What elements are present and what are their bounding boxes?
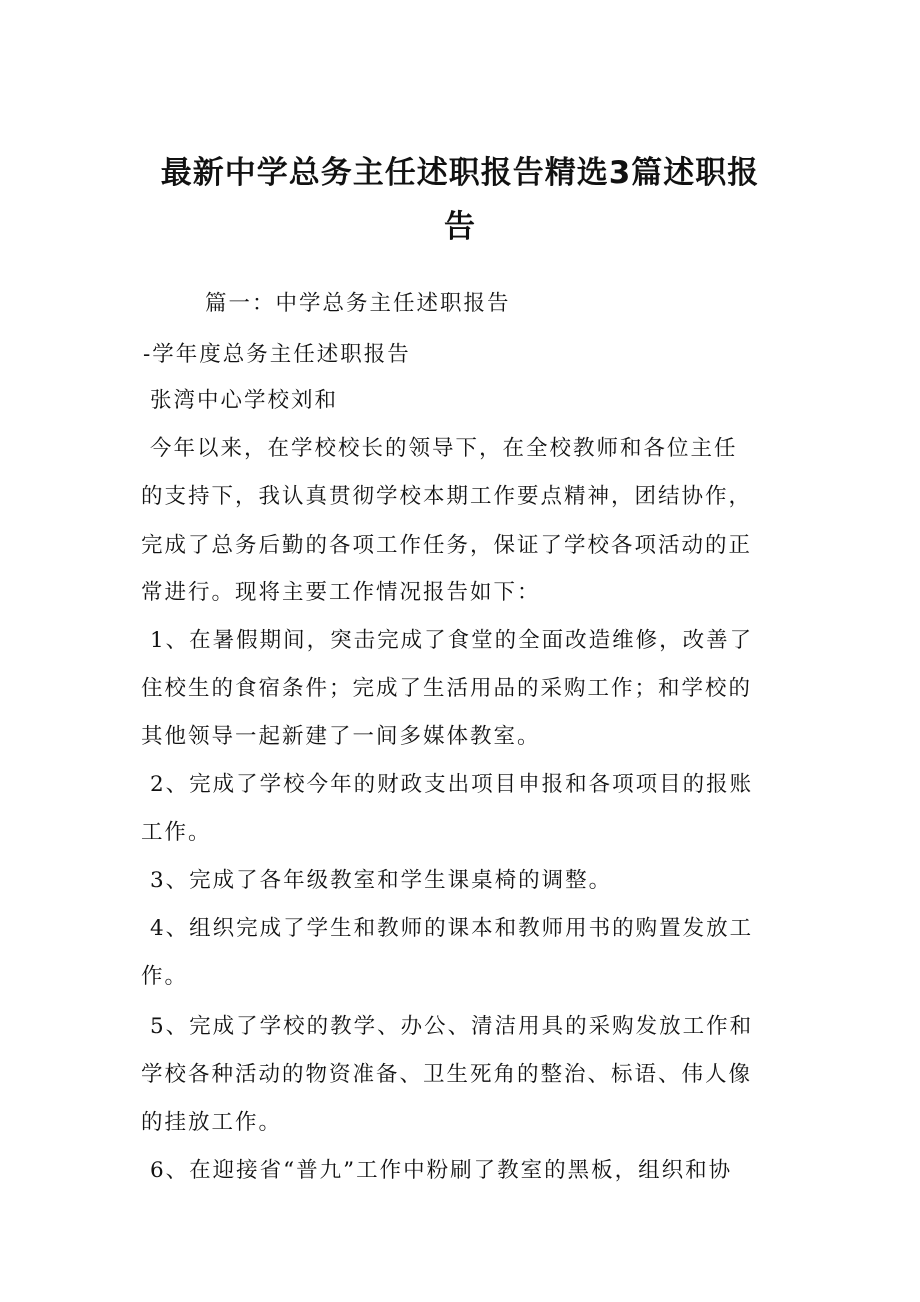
body-line: 住校生的食宿条件；完成了生活用品的采购工作；和学校的 bbox=[141, 676, 753, 701]
body-line: 5、完成了学校的教学、办公、清洁用具的采购发放工作和 bbox=[150, 1014, 754, 1039]
section-heading: 篇一：中学总务主任述职报告 bbox=[205, 291, 511, 316]
body-line: 4、组织完成了学生和教师的课本和教师用书的购置发放工 bbox=[150, 916, 754, 941]
body-line: 常进行。现将主要工作情况报告如下： bbox=[141, 580, 541, 605]
body-line: 工作。 bbox=[141, 820, 212, 845]
author-line: 张湾中心学校刘和 bbox=[150, 388, 339, 413]
body-line: 其他领导一起新建了一间多媒体教室。 bbox=[141, 724, 541, 749]
body-line: 6、在迎接省“普九”工作中粉刷了教室的黑板，组织和协 bbox=[150, 1158, 733, 1183]
body-line: 2、完成了学校今年的财政支出项目申报和各项项目的报账 bbox=[150, 772, 754, 797]
body-line: 3、完成了各年级教室和学生课桌椅的调整。 bbox=[150, 868, 613, 893]
body-line: 作。 bbox=[141, 964, 189, 989]
body-line: 学校各种活动的物资准备、卫生死角的整治、标语、伟人像 bbox=[141, 1062, 753, 1087]
body-line: 完成了总务后勤的各项工作任务，保证了学校各项活动的正 bbox=[141, 533, 753, 558]
body-line: 的挂放工作。 bbox=[141, 1110, 283, 1135]
title-line-1: 最新中学总务主任述职报告精选3篇述职报 bbox=[160, 155, 760, 191]
title-line-2: 告 bbox=[444, 209, 476, 245]
report-subtitle: -学年度总务主任述职报告 bbox=[143, 342, 411, 367]
document-title bbox=[100, 146, 820, 254]
body-line: 的支持下，我认真贯彻学校本期工作要点精神，团结协作， bbox=[141, 484, 753, 509]
body-line: 今年以来，在学校校长的领导下，在全校教师和各位主任 bbox=[150, 436, 738, 461]
body-line: 1、在暑假期间，突击完成了食堂的全面改造维修，改善了 bbox=[150, 628, 754, 653]
